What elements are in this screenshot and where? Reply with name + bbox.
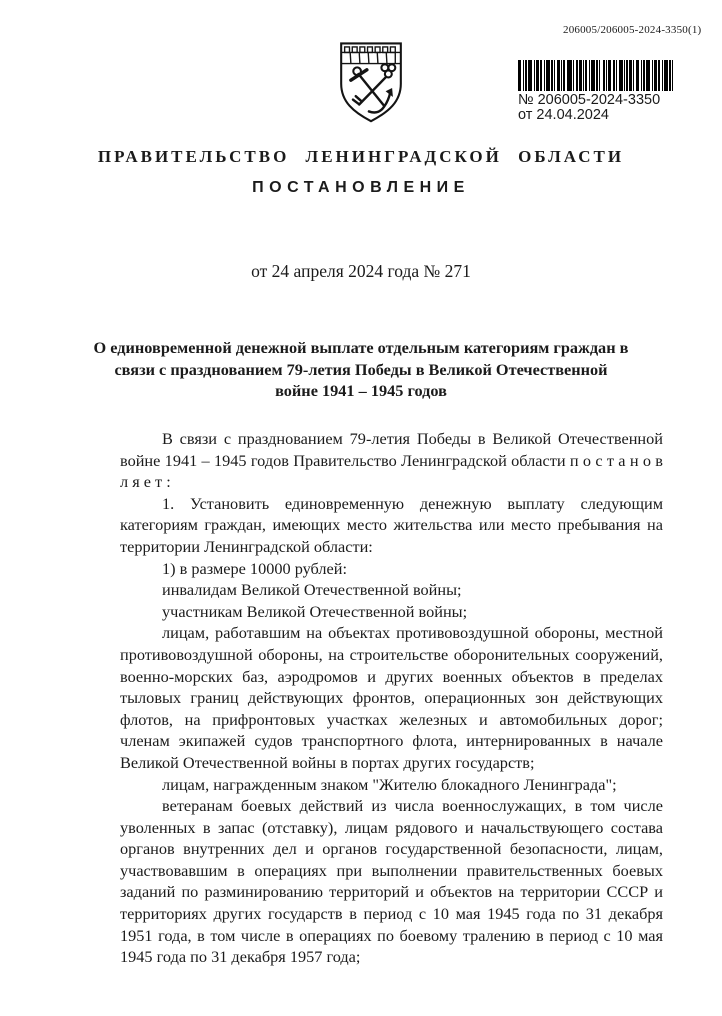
paragraph-category-invalids: инвалидам Великой Отечественной войны; bbox=[162, 580, 462, 600]
org-name: ПРАВИТЕЛЬСТВО ЛЕНИНГРАДСКОЙ ОБЛАСТИ bbox=[97, 147, 625, 166]
stamp-date: от 24.04.2024 bbox=[518, 107, 609, 123]
paragraph-category-blockade-badge: лицам, награжденным знаком "Жителю блокадного Ленинграда"; bbox=[162, 774, 617, 794]
paragraph-amount: 1) в размере 10000 рублей: bbox=[162, 558, 348, 578]
document-body bbox=[120, 428, 663, 968]
stamp-number: № 206005-2024-3350 bbox=[518, 92, 661, 108]
paragraph-category-participants: участникам Великой Отечественной войны; bbox=[162, 601, 468, 621]
document-ref-number: 206005/206005-2024-3350(1) bbox=[563, 24, 702, 36]
barcode bbox=[518, 60, 674, 91]
date-number-line: от 24 апреля 2024 года № 271 bbox=[251, 261, 471, 281]
coat-of-arms-icon bbox=[336, 40, 406, 126]
doc-type-title: ПОСТАНОВЛЕНИЕ bbox=[252, 179, 470, 196]
registration-stamp bbox=[518, 60, 708, 123]
paragraph-category-air-defense: лицам, работавшим на объектах противовоздушной обороны, местной противовоздушной обороны, на строительстве оборонительных сооружений, военно-морских баз, аэродромов и других военных объектов в пределах тыловых границ действующих фронтов, операционных зон действующих флотов, на прифронтовых участках железных и автомобильных дорог; членам экипажей судов транспортного флота, интернированных в начале Великой Отечественной войны в портах других государств; bbox=[120, 623, 663, 772]
paragraph-category-combat-veterans: ветеранам боевых действий из числа военнослужащих, в том числе уволенных в запас (отставку), лицам рядового и начальствующего состава органов внутренних дел и органов государственной безопасности, лицам, участвовавшим в операциях при выполнении правительственных боевых заданий по разминированию территорий и объектов на территории СССР и территориях других государств в период с 10 мая 1945 года по 31 декабря 1951 года, в том числе в операциях по боевому тралению в период с 10 мая 1945 года по 31 декабря 1957 года; bbox=[120, 796, 663, 967]
paragraph-item-1: 1. Установить единовременную денежную выплату следующим категориям граждан, имеющих место жительства или место пребывания на территории Ленинградской области: bbox=[120, 493, 663, 556]
paragraph-preamble: В связи с празднованием 79-летия Победы в Великой Отечественной войне 1941 – 1945 годов Правительство Ленинградской области п о с т а н о в л я е т : bbox=[120, 429, 663, 492]
document-title: О единовременной денежной выплате отдельным категориям граждан в связи с празднованием 79-летия Победы в Великой Отечественной войне 1941 – 1945 годов bbox=[93, 338, 629, 400]
